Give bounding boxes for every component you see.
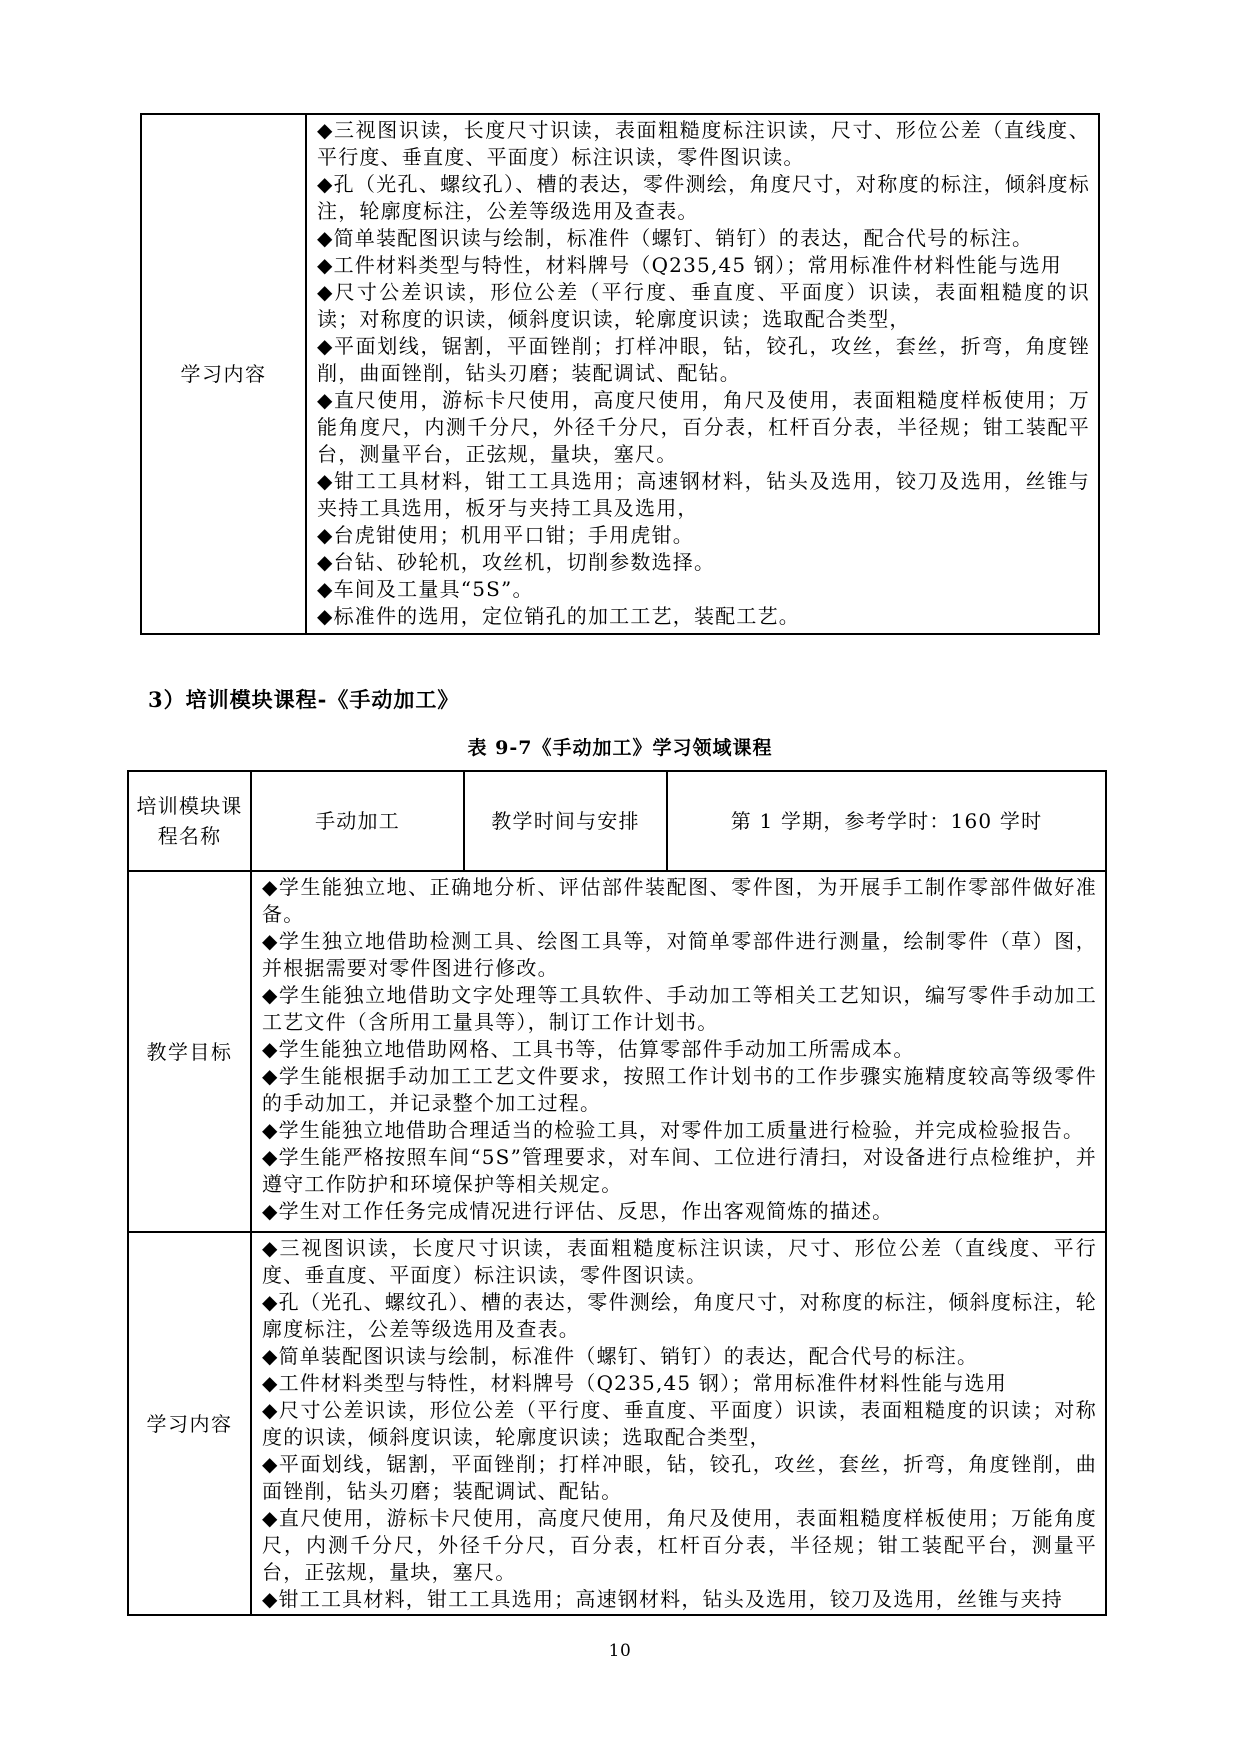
page-number: 10 — [608, 1641, 632, 1661]
bullet-item: ◆三视图识读，长度尺寸识读，表面粗糙度标注识读，尺寸、形位公差（直线度、平行度、垂直度、平面度）标注识读，零件图识读。 — [317, 118, 1090, 169]
bullet-item: ◆学生能严格按照车间“5S”管理要求，对车间、工位进行清扫，对设备进行点检维护，并遵守工作防护和环境保护等相关规定。 — [262, 1145, 1097, 1196]
bullet-item: ◆台钻、砂轮机，攻丝机，切削参数选择。 — [317, 550, 716, 574]
teaching-goals-cell — [251, 871, 1106, 1232]
bullet-item: ◆简单装配图识读与绘制，标准件（螺钉、销钉）的表达，配合代号的标注。 — [262, 1344, 979, 1368]
bullet-item: ◆学生能根据手动加工工艺文件要求，按照工作计划书的工作步骤实施精度较高等级零件的手动加工，并记录整个加工过程。 — [262, 1064, 1097, 1115]
header-course-name-value: 手动加工 — [251, 771, 464, 871]
bullet-item: ◆尺寸公差识读，形位公差（平行度、垂直度、平面度）识读，表面粗糙度的识读；对称度的识读，倾斜度识读，轮廓度识读；选取配合类型， — [317, 280, 1090, 331]
learning-content-cell — [306, 114, 1099, 634]
bullet-item: ◆学生能独立地借助文字处理等工具软件、手动加工等相关工艺知识，编写零件手动加工工艺文件（含所用工量具等），制订工作计划书。 — [262, 983, 1097, 1034]
bullet-item: ◆钳工工具材料，钳工工具选用；高速钢材料，钻头及选用，铰刀及选用，丝锥与夹持 — [262, 1587, 1063, 1611]
row-label-learning-content: 学习内容 — [141, 114, 306, 634]
table-row — [128, 1232, 1106, 1615]
bullet-item: ◆孔（光孔、螺纹孔）、槽的表达，零件测绘，角度尺寸，对称度的标注，倾斜度标注，轮廓度标注，公差等级选用及查表。 — [262, 1290, 1097, 1341]
bullet-item: ◆平面划线，锯割，平面锉削；打样冲眼，钻，铰孔，攻丝，套丝，折弯，角度锉削，曲面锉削，钻头刃磨；装配调试、配钻。 — [262, 1452, 1097, 1503]
bullet-list — [317, 117, 1090, 630]
bullet-item: ◆学生独立地借助检测工具、绘图工具等，对简单零部件进行测量，绘制零件（草）图，并根据需要对零件图进行修改。 — [262, 929, 1097, 980]
bullet-item: ◆三视图识读，长度尺寸识读，表面粗糙度标注识读，尺寸、形位公差（直线度、平行度、垂直度、平面度）标注识读，零件图识读。 — [262, 1236, 1097, 1287]
header-schedule-label: 教学时间与安排 — [464, 771, 667, 871]
bullet-list — [262, 1235, 1097, 1613]
bullet-item: ◆学生能独立地借助网格、工具书等，估算零部件手动加工所需成本。 — [262, 1037, 915, 1061]
bullet-item: ◆直尺使用，游标卡尺使用，高度尺使用，角尺及使用，表面粗糙度样板使用；万能角度尺，内测千分尺，外径千分尺，百分表，杠杆百分表，半径规；钳工装配平台，测量平台，正弦规，量块，塞尺。 — [317, 388, 1090, 466]
table-row — [141, 114, 1099, 634]
header-schedule-value: 第 1 学期，参考学时：160 学时 — [667, 771, 1106, 871]
bullet-item: ◆标准件的选用，定位销孔的加工工艺，装配工艺。 — [317, 604, 800, 628]
table-row — [128, 871, 1106, 1232]
section-heading: 3）培训模块课程-《手动加工》 — [148, 687, 460, 712]
bullet-item: ◆直尺使用，游标卡尺使用，高度尺使用，角尺及使用，表面粗糙度样板使用；万能角度尺，内测千分尺，外径千分尺，百分表，杠杆百分表，半径规；钳工装配平台，测量平台，正弦规，量块，塞尺。 — [262, 1506, 1097, 1584]
bullet-item: ◆学生能独立地借助合理适当的检验工具，对零件加工质量进行检验，并完成检验报告。 — [262, 1118, 1085, 1142]
bullet-item: ◆孔（光孔、螺纹孔）、槽的表达，零件测绘，角度尺寸，对称度的标注，倾斜度标注，轮廓度标注，公差等级选用及查表。 — [317, 172, 1090, 223]
bullet-item: ◆工件材料类型与特性，材料牌号（Q235,45 钢）；常用标准件材料性能与选用 — [317, 253, 1062, 277]
bullet-list — [262, 874, 1097, 1225]
bullet-item: ◆学生能独立地、正确地分析、评估部件装配图、零件图，为开展手工制作零部件做好准备。 — [262, 875, 1097, 926]
bullet-item: ◆尺寸公差识读，形位公差（平行度、垂直度、平面度）识读，表面粗糙度的识读；对称度的识读，倾斜度识读，轮廓度识读；选取配合类型， — [262, 1398, 1097, 1449]
learning-content-table-continued — [140, 113, 1100, 635]
course-table — [127, 770, 1107, 1616]
bullet-item: ◆钳工工具材料，钳工工具选用；高速钢材料，钻头及选用，铰刀及选用，丝锥与夹持工具选用，板牙与夹持工具及选用， — [317, 469, 1090, 520]
row-label-learning-content: 学习内容 — [128, 1232, 251, 1615]
bullet-item: ◆学生对工作任务完成情况进行评估、反思，作出客观简炼的描述。 — [262, 1199, 894, 1223]
bullet-item: ◆简单装配图识读与绘制，标准件（螺钉、销钉）的表达，配合代号的标注。 — [317, 226, 1034, 250]
bullet-item: ◆平面划线，锯割，平面锉削；打样冲眼，钻，铰孔，攻丝，套丝，折弯，角度锉削，曲面锉削，钻头刃磨；装配调试、配钻。 — [317, 334, 1090, 385]
learning-content-cell — [251, 1232, 1106, 1615]
bullet-item: ◆台虎钳使用；机用平口钳；手用虎钳。 — [317, 523, 694, 547]
bullet-item: ◆车间及工量具“5S”。 — [317, 577, 534, 601]
table-header-row — [128, 771, 1106, 871]
header-course-name-label: 培训模块课程名称 — [128, 771, 251, 871]
row-label-teaching-goals: 教学目标 — [128, 871, 251, 1232]
bullet-item: ◆工件材料类型与特性，材料牌号（Q235,45 钢）；常用标准件材料性能与选用 — [262, 1371, 1007, 1395]
table-caption: 表 9-7《手动加工》学习领域课程 — [467, 737, 773, 759]
